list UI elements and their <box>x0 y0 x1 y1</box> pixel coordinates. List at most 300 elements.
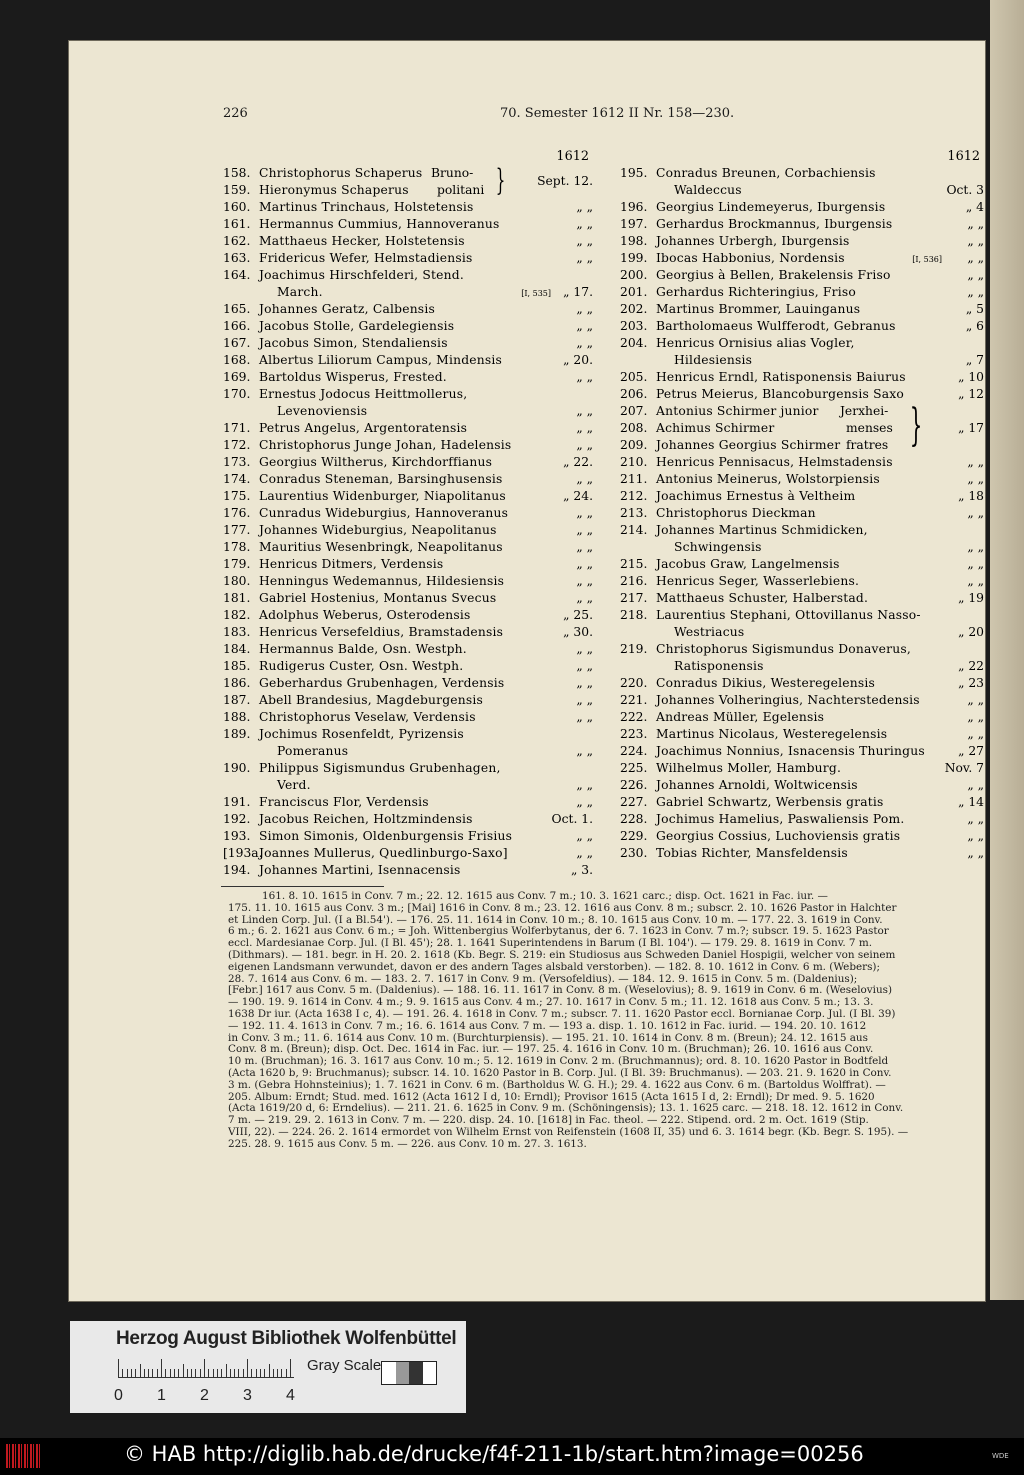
entry-number: 180. <box>223 574 251 588</box>
list-item <box>223 386 593 403</box>
list-item <box>620 828 984 845</box>
footnote-line: 7 m. — 219. 29. 2. 1613 in Conv. 7 m. — 220. disp. 24. 10. [1618] in Fac. theol. — 222. Stipend. ord. 2 m. Oct. 1619 (Stip. <box>228 1115 869 1127</box>
ruler-tick <box>277 1369 278 1377</box>
entry-date: „ 20. <box>563 353 593 367</box>
brace-label: menses <box>846 421 893 435</box>
list-item <box>223 573 593 590</box>
entry-name: Hieronymus Schaperus <box>259 183 409 197</box>
entry-date: „ „ <box>967 829 984 843</box>
footnote-line: 205. Album: Erndt; Stud. med. 1612 (Acta 1612 I d, 10: Erndl); Provisor 1615 (Acta 1615 I d, 2: Erndl); Dr med. 9. 5. 1620 <box>228 1091 875 1103</box>
entry-number: 215. <box>620 557 648 571</box>
entry-number: 217. <box>620 591 648 605</box>
entry-number: 226. <box>620 778 648 792</box>
entry-number: 163. <box>223 251 251 265</box>
list-item <box>620 165 984 182</box>
entry-number: 222. <box>620 710 648 724</box>
entry-number: 165. <box>223 302 251 316</box>
list-item <box>223 658 593 675</box>
list-item <box>223 590 593 607</box>
book-page <box>68 40 986 1302</box>
entry-number: 219. <box>620 642 648 656</box>
list-item <box>620 590 984 607</box>
entry-number: 186. <box>223 676 251 690</box>
entry-name: Jacobus Simon, Stendaliensis <box>259 336 448 350</box>
list-item <box>223 743 593 760</box>
entry-number: 193. <box>223 829 251 843</box>
list-item <box>223 420 593 437</box>
entry-date: „ 7 <box>965 353 984 367</box>
entry-list <box>223 165 593 879</box>
list-item <box>223 352 593 369</box>
entry-name: Bartoldus Wisperus, Frested. <box>259 370 447 384</box>
entry-date: „ „ <box>967 268 984 282</box>
ruler-tick <box>187 1369 188 1377</box>
entry-name: Fridericus Wefer, Helmstadiensis <box>259 251 473 265</box>
entry-name: Martinus Trinchaus, Holstetensis <box>259 200 474 214</box>
entry-name: Levenoviensis <box>277 404 368 418</box>
list-item <box>620 284 984 301</box>
entry-name: Gabriel Schwartz, Werbensis gratis <box>656 795 884 809</box>
ruler-tick <box>183 1364 184 1377</box>
entry-name: Rudigerus Custer, Osn. Westph. <box>259 659 464 673</box>
entry-number: 209. <box>620 438 648 452</box>
entry-name: Pomeranus <box>277 744 349 758</box>
list-item <box>620 607 984 624</box>
list-item <box>223 182 593 199</box>
footnote-line: 28. 7. 1614 aus Conv. 6 m. — 183. 2. 7. 1617 in Conv. 9 m. (Versofeldius). — 184. 12. 9. 1615 in Conv. 5 m. (Daldenius); <box>228 973 858 985</box>
entry-number: 204. <box>620 336 648 350</box>
ruler-tick <box>243 1369 244 1377</box>
entry-number: 178. <box>223 540 251 554</box>
entry-number: 185. <box>223 659 251 673</box>
entry-name: Joachimus Hirschfelderi, Stend. <box>259 268 464 282</box>
entry-name: Conradus Steneman, Barsinghusensis <box>259 472 503 486</box>
footnote-line: 10 m. (Bruchman); 16. 3. 1617 aus Conv. 10 m.; 5. 12. 1619 in Conv. 2 m. (Bruchmannus); ord. 8. 10. 1620 Pastor in Bodtfeld <box>228 1056 889 1068</box>
footnote-rule <box>221 886 384 887</box>
entry-number: 182. <box>223 608 251 622</box>
list-item <box>223 522 593 539</box>
entry-name: Geberhardus Grubenhagen, Verdensis <box>259 676 505 690</box>
entry-date: „ „ <box>576 472 593 486</box>
list-item <box>223 216 593 233</box>
ruler-tick <box>273 1369 274 1377</box>
entry-number: 206. <box>620 387 648 401</box>
entry-date: „ „ <box>576 438 593 452</box>
ruler-tick <box>200 1369 201 1377</box>
ruler-tick <box>238 1369 239 1377</box>
entry-number: [193a. <box>223 846 263 860</box>
list-item <box>620 335 984 352</box>
entry-name: Abell Brandesius, Magdeburgensis <box>259 693 484 707</box>
list-item <box>223 641 593 658</box>
entry-name: Laurentius Widenburger, Niapolitanus <box>259 489 506 503</box>
entry-number: 188. <box>223 710 251 724</box>
footnote-line: VIII, 22). — 224. 26. 2. 1614 ermordet von Wilhelm Ernst von Reifenstein (1608 II, 35) und 6. 3. 1614 begr. (Kb. Begr. S. 195). — <box>228 1126 909 1138</box>
entry-name: Verd. <box>277 778 311 792</box>
list-item <box>620 845 984 862</box>
entry-name: Philippus Sigismundus Grubenhagen, <box>259 761 501 775</box>
list-item <box>223 624 593 641</box>
entry-date: „ „ <box>576 217 593 231</box>
entry-name: Petrus Meierus, Blancoburgensis Saxo <box>656 387 904 401</box>
entry-date: „ 6 <box>965 319 984 333</box>
entry-name: Johannes Arnoldi, Woltwicensis <box>656 778 858 792</box>
ruler-tick <box>170 1369 171 1377</box>
entry-name: Jacobus Reichen, Holtzmindensis <box>259 812 473 826</box>
library-color-card <box>70 1321 466 1413</box>
ruler-tick <box>264 1369 265 1377</box>
entry-number: 164. <box>223 268 251 282</box>
entry-date: „ „ <box>967 778 984 792</box>
entry-date: „ 22. <box>563 455 593 469</box>
entry-date: „ „ <box>576 710 593 724</box>
entry-name: Johannes Martinus Schmidicken, <box>656 523 868 537</box>
entry-number: 216. <box>620 574 648 588</box>
list-item <box>620 692 984 709</box>
entry-number: 210. <box>620 455 648 469</box>
footnote-line: (Acta 1620 b, 9: Bruchmanus); subscr. 14. 10. 1620 Pastor in B. Corp. Jul. (I Bl. 39: Bruchmanus). — 203. 21. 9. 1620 in Conv. <box>228 1067 892 1079</box>
list-item <box>620 726 984 743</box>
entry-name: Johannes Georgius Schirmer <box>656 438 841 452</box>
entry-number: 224. <box>620 744 648 758</box>
entry-date: „ „ <box>576 557 593 571</box>
entry-number: 167. <box>223 336 251 350</box>
barcode-icon <box>6 1444 40 1468</box>
entry-number: 174. <box>223 472 251 486</box>
entry-date: „ „ <box>576 642 593 656</box>
list-item <box>620 573 984 590</box>
entry-number: 214. <box>620 523 648 537</box>
entry-date: „ 5 <box>965 302 984 316</box>
entry-name: Achimus Schirmer <box>656 421 775 435</box>
ruler-tick <box>152 1369 153 1377</box>
entry-number: 162. <box>223 234 251 248</box>
list-item <box>620 760 984 777</box>
ruler-tick <box>247 1359 248 1377</box>
brace-label: fratres <box>846 438 889 452</box>
ruler-tick <box>118 1359 119 1377</box>
right-column <box>620 148 984 862</box>
gray-scale-swatches <box>381 1361 437 1385</box>
entry-number: 211. <box>620 472 648 486</box>
list-item <box>620 420 984 437</box>
entry-name: Andreas Müller, Egelensis <box>656 710 825 724</box>
entry-date: Oct. 1. <box>551 812 593 826</box>
entry-name: Waldeccus <box>674 183 742 197</box>
entry-number: 194. <box>223 863 251 877</box>
footer-bar <box>0 1438 1024 1475</box>
entry-date: „ „ <box>967 472 984 486</box>
ruler-tick <box>260 1369 261 1377</box>
entry-name: Gerhardus Brockmannus, Iburgensis <box>656 217 893 231</box>
list-item <box>223 454 593 471</box>
list-item <box>620 352 984 369</box>
list-item <box>223 794 593 811</box>
list-item <box>223 539 593 556</box>
list-item <box>620 471 984 488</box>
entry-name: Johannes Martini, Isennacensis <box>259 863 461 877</box>
list-item <box>223 862 593 879</box>
entry-date: „ 12 <box>958 387 984 401</box>
entry-name: Antonius Meinerus, Wolstorpiensis <box>656 472 880 486</box>
entry-name: Georgius Lindemeyerus, Iburgensis <box>656 200 886 214</box>
ruler-number: 3 <box>243 1387 252 1404</box>
brace-label: Jerxhei- <box>840 404 889 418</box>
entry-date: „ „ <box>576 659 593 673</box>
list-item <box>223 267 593 284</box>
entry-name: Schwingensis <box>674 540 762 554</box>
entry-name: Albertus Liliorum Campus, Mindensis <box>259 353 503 367</box>
entry-number: 170. <box>223 387 251 401</box>
list-item <box>620 539 984 556</box>
list-item <box>223 811 593 828</box>
list-item <box>620 454 984 471</box>
ruler-tick <box>157 1369 158 1377</box>
ruler-tick <box>251 1369 252 1377</box>
entry-name: Martinus Brommer, Lauinganus <box>656 302 861 316</box>
ruler-tick <box>256 1369 257 1377</box>
entry-number: 208. <box>620 421 648 435</box>
entry-number: 172. <box>223 438 251 452</box>
ruler-tick <box>195 1369 196 1377</box>
entry-number: 160. <box>223 200 251 214</box>
list-item <box>620 556 984 573</box>
entry-number: 177. <box>223 523 251 537</box>
ruler-tick <box>165 1369 166 1377</box>
entry-date: „ „ <box>967 557 984 571</box>
entry-date: „ „ <box>576 319 593 333</box>
ruler-tick <box>161 1359 162 1377</box>
entry-date: „ „ <box>576 846 593 860</box>
entry-number: 221. <box>620 693 648 707</box>
entry-name: Georgius Wiltherus, Kirchdorffianus <box>259 455 493 469</box>
footnote-line: Conv. 8 m. (Breun); disp. Oct. Dec. 1614 in Fac. iur. — 197. 25. 4. 1616 in Conv. 10 m. (Bruchman); 26. 10. 1616 aus Conv. <box>228 1044 874 1056</box>
ruler-tick <box>286 1369 287 1377</box>
entry-date: „ 3. <box>570 863 593 877</box>
entry-number: 176. <box>223 506 251 520</box>
entry-name: Henningus Wedemannus, Hildesiensis <box>259 574 505 588</box>
footnote-line: 175. 11. 10. 1615 aus Conv. 3 m.; [Mai] 1616 in Conv. 8 m.; 23. 12. 1616 aus Conv. 8 m.; subscr. 2. 10. 1626 Pastor in Halchter <box>228 902 897 914</box>
entry-number: 212. <box>620 489 648 503</box>
list-item <box>223 726 593 743</box>
entry-date: „ 24. <box>563 489 593 503</box>
list-item <box>620 318 984 335</box>
list-item <box>620 267 984 284</box>
entry-date: „ „ <box>967 846 984 860</box>
list-item <box>620 488 984 505</box>
entry-name: Ibocas Habbonius, Nordensis <box>656 251 845 265</box>
list-item <box>223 437 593 454</box>
gray-swatch <box>382 1362 396 1384</box>
list-item <box>223 369 593 386</box>
list-item <box>620 182 984 199</box>
entry-name: Gerhardus Richteringius, Friso <box>656 285 856 299</box>
entry-date: „ „ <box>576 234 593 248</box>
entry-name: Joachimus Nonnius, Isnacensis Thuringus <box>656 744 925 758</box>
entry-name: Henricus Pennisacus, Helmstadensis <box>656 455 893 469</box>
entry-date: „ „ <box>576 693 593 707</box>
ruler-tick <box>234 1369 235 1377</box>
footnote-line: 6 m.; 6. 2. 1621 aus Conv. 6 m.; = Joh. Wittenbergius Wolferbytanus, der 6. 7. 1623 in Conv. 7 m.?; subscr. 19. 5. 1623 Pastor <box>228 926 889 938</box>
ruler-tick <box>221 1369 222 1377</box>
list-item <box>223 556 593 573</box>
list-item <box>223 709 593 726</box>
entry-name: Johannes Wideburgius, Neapolitanus <box>259 523 497 537</box>
ruler-number: 2 <box>200 1387 209 1404</box>
entry-name: Franciscus Flor, Verdensis <box>259 795 429 809</box>
entry-date: „ „ <box>576 795 593 809</box>
list-item <box>223 488 593 505</box>
entry-date: „ 17. <box>563 285 593 299</box>
entry-name: Henricus Ornisius alias Vogler, <box>656 336 855 350</box>
entry-number: 201. <box>620 285 648 299</box>
page-reference: [I, 535] <box>521 289 551 298</box>
list-item <box>223 335 593 352</box>
entry-name: Johannes Volheringius, Nachterstedensis <box>656 693 920 707</box>
entry-name: Tobias Richter, Mansfeldensis <box>656 846 848 860</box>
entry-number: 225. <box>620 761 648 775</box>
entry-date: „ 14 <box>958 795 984 809</box>
entry-number: 203. <box>620 319 648 333</box>
entry-name: Bartholomaeus Wulfferodt, Gebranus <box>656 319 896 333</box>
ruler-tick <box>217 1369 218 1377</box>
entry-name: Petrus Angelus, Argentoratensis <box>259 421 468 435</box>
column-year: 1612 <box>556 149 589 164</box>
entry-date: „ „ <box>576 251 593 265</box>
entry-name: Georgius à Bellen, Brakelensis Friso <box>656 268 891 282</box>
entry-date: „ 25. <box>563 608 593 622</box>
list-item <box>223 692 593 709</box>
entry-number: 189. <box>223 727 251 741</box>
list-item <box>223 318 593 335</box>
entry-date: „ „ <box>967 710 984 724</box>
list-item <box>223 675 593 692</box>
entry-date: „ 23 <box>958 676 984 690</box>
footnote-line: 3 m. (Gebra Hohnsteinius); 1. 7. 1621 in Conv. 6 m. (Bartholdus W. G. H.); 29. 4. 1622 aus Conv. 6 m. (Bartoldus Wolffrat). — <box>228 1079 886 1091</box>
entry-number: 205. <box>620 370 648 384</box>
entry-number: 199. <box>620 251 648 265</box>
entry-number: 220. <box>620 676 648 690</box>
entry-name: Christophorus Junge Johan, Hadelensis <box>259 438 512 452</box>
entry-name: Henricus Seger, Wasserlebiens. <box>656 574 860 588</box>
ruler-tick <box>204 1359 205 1377</box>
entry-name: Henricus Versefeldius, Bramstadensis <box>259 625 504 639</box>
list-item <box>620 794 984 811</box>
list-item <box>620 301 984 318</box>
entry-date: „ „ <box>967 693 984 707</box>
entry-number: 184. <box>223 642 251 656</box>
ruler-tick <box>290 1359 291 1377</box>
entry-date: „ 27 <box>958 744 984 758</box>
footnote-line: eigenen Landsmann verwundet, davon er des andern Tages alsbald verstorben). — 182. 8. 10. 1612 in Conv. 6 m. (Webers); <box>228 961 880 973</box>
entry-name: Antonius Schirmer junior <box>656 404 819 418</box>
entry-number: 161. <box>223 217 251 231</box>
entry-name: Johannes Geratz, Calbensis <box>259 302 435 316</box>
entry-number: 158. <box>223 166 251 180</box>
list-item <box>620 233 984 250</box>
entry-date: „ „ <box>967 251 984 265</box>
entry-date: „ „ <box>967 540 984 554</box>
footnote-line: 225. 28. 9. 1615 aus Conv. 5 m. — 226. aus Conv. 10 m. 27. 3. 1613. <box>228 1138 587 1150</box>
list-item <box>223 505 593 522</box>
list-item <box>223 233 593 250</box>
list-item <box>223 607 593 624</box>
ruler-tick <box>140 1364 141 1377</box>
entry-name: Martinus Nicolaus, Westeregelensis <box>656 727 888 741</box>
page-number: 226 <box>223 106 248 121</box>
entry-date: „ 22 <box>958 659 984 673</box>
entry-number: 196. <box>620 200 648 214</box>
entry-number: 169. <box>223 370 251 384</box>
brace-label: politani <box>437 183 485 197</box>
entry-number: 181. <box>223 591 251 605</box>
ruler-tick <box>148 1369 149 1377</box>
ruler-tick <box>144 1369 145 1377</box>
ruler-tick <box>131 1369 132 1377</box>
footnote-line: 1638 Dr iur. (Acta 1638 I c, 4). — 191. 26. 4. 1618 in Conv. 7 m.; subscr. 7. 11. 1620 Pastor eccl. Bornianae Corp. Jul. (I Bl. 39) <box>228 1008 896 1020</box>
footnote-line: in Conv. 3 m.; 11. 6. 1614 aus Conv. 10 m. (Burchturpiensis). — 195. 21. 10. 1614 in Conv. 8 m. (Breun); 24. 12. 1615 aus <box>228 1032 868 1044</box>
entry-name: Conradus Breunen, Corbachiensis <box>656 166 876 180</box>
list-item <box>620 216 984 233</box>
entry-date: „ „ <box>576 829 593 843</box>
entry-name: Wilhelmus Moller, Hamburg. <box>656 761 842 775</box>
list-item <box>620 641 984 658</box>
entry-number: 198. <box>620 234 648 248</box>
entry-number: 175. <box>223 489 251 503</box>
footnote-line: 161. 8. 10. 1615 in Conv. 7 m.; 22. 12. 1615 aus Conv. 7 m.; 10. 3. 1621 carc.; disp. Oct. 1621 in Fac. iur. — <box>262 891 828 902</box>
entry-name: Henricus Erndl, Ratisponensis Baiurus <box>656 370 906 384</box>
adjacent-page-edge <box>990 0 1024 1300</box>
brace-date: Sept. 12. <box>537 174 593 188</box>
entry-number: 166. <box>223 319 251 333</box>
list-item <box>620 437 984 454</box>
entry-date: „ „ <box>967 506 984 520</box>
entry-number: 197. <box>620 217 648 231</box>
list-item <box>620 777 984 794</box>
entry-date: „ „ <box>576 404 593 418</box>
entry-name: Ratisponensis <box>674 659 764 673</box>
entry-name: Ernestus Jodocus Heittmollerus, <box>259 387 468 401</box>
entry-date: „ 18 <box>958 489 984 503</box>
entry-date: „ „ <box>576 421 593 435</box>
entry-name: Jochimus Rosenfeldt, Pyrizensis <box>259 727 464 741</box>
entry-date: „ „ <box>576 676 593 690</box>
page-reference: [I, 536] <box>912 255 942 264</box>
entry-name: Conradus Dikius, Westeregelensis <box>656 676 876 690</box>
entry-number: 207. <box>620 404 648 418</box>
entry-number: 173. <box>223 455 251 469</box>
list-item <box>620 709 984 726</box>
entry-name: Jacobus Stolle, Gardelegiensis <box>259 319 455 333</box>
list-item <box>620 369 984 386</box>
entry-name: Hildesiensis <box>674 353 753 367</box>
right-brace-icon: } <box>495 163 506 198</box>
entry-name: Jacobus Graw, Langelmensis <box>656 557 840 571</box>
ruler-tick <box>230 1369 231 1377</box>
entry-name: Joachimus Ernestus à Veltheim <box>656 489 856 503</box>
entry-date: „ „ <box>576 200 593 214</box>
entry-name: Cunradus Wideburgius, Hannoveranus <box>259 506 509 520</box>
entry-number: 159. <box>223 183 251 197</box>
entry-date: „ „ <box>576 370 593 384</box>
entry-name: Johannes Urbergh, Iburgensis <box>656 234 850 248</box>
entry-name: Adolphus Weberus, Osterodensis <box>259 608 471 622</box>
entry-number: 230. <box>620 846 648 860</box>
ruler <box>118 1359 294 1378</box>
footnote-line: [Febr.] 1617 aus Conv. 5 m. (Daldenius). — 188. 16. 11. 1617 in Conv. 8 m. (Weselovius); 8. 9. 1619 in Conv. 6 m. (Weselovius) <box>228 985 893 997</box>
list-item <box>223 284 593 301</box>
entry-name: Matthaeus Schuster, Halberstad. <box>656 591 869 605</box>
